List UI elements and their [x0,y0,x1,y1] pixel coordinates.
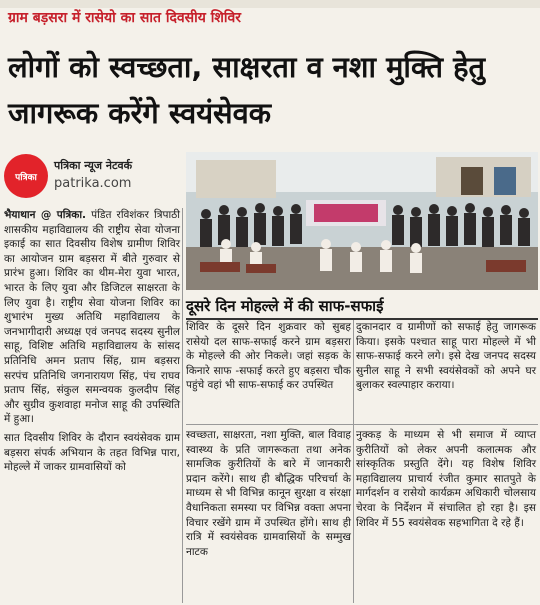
article-column-2-bottom: स्वच्छता, साक्षरता, नशा मुक्ति, बाल विवाह स्वास्थ्य के प्रति जागरूकता तथा अनेक सामजिक कुरीतियों के बारे में जानकारी प्रदान करेंगे। साथ ही बौद्धिक परिचर्चा के माध्यम से भी विभिन्न कानून सुरक्षा व संरक्षा वैधानिकता समस्या पर विभिन्न वक्ता अपना विचार रखेंगे ग्राम में उपस्थित होंगे। साथ ही रात्रि में स्वयंसेवक ग्रामवासियों के सम्मुख नाटक [186,429,351,558]
article-paragraph: पंडित रविशंकर त्रिपाठी शासकीय महाविद्यालय की राष्ट्रीय सेवा योजना इकाई का सात दिवसीय विशेष ग्रामीण शिविर का आयोजन ग्राम बड़सरा में बीते गुरुवार से प्रारंभ हुआ। शिविर का थीम-मेरा युवा भारत, भारत के लिए युवा और डिजिटल साक्षरता के लिए युवा है। राष्ट्रीय सेवा योजना शिविर का शुभारंभ मुख्य अतिथि महाविद्यालय के जनभागीदारी अध्यक्ष एवं जनपद सदस्य सुनील साहू, विशिष्ट अतिथि महाविद्यालय के सांसद प्रतिनिधि अमन प्रताप सिंह, ग्राम बड़सरा सरपंच प्रतिनिधि जगनारायण सिंह, पंच राघव प्रताप सिंह, संकुल समन्वयक कुलदीप सिंह और सुग्रीव कुशवाहा मनोज साहू की उपस्थिति में हुआ। [4,209,180,426]
column-divider [182,208,183,603]
main-headline: लोगों को स्वच्छता, साक्षरता व नशा मुक्ति हेतु जागरूक करेंगे स्वयंसेवक [8,50,486,130]
patrika-url: patrika.com [54,176,132,191]
article-column-3-top: दुकानदार व ग्रामीणों को सफाई हेतु जागरूक किया। इसके पश्चात साहू पारा मोहल्ले में भी साफ-सफाई करने लगे। इसे देख जनपद सदस्य सुनील साहू ने सभी स्वयंसेवकों को अपने घर बुलाकर स्वल्पाहार कराया। [356,321,536,392]
photo-caption: दूसरे दिन मोहल्ले में की साफ-सफाई [186,296,538,320]
news-photo [186,152,538,290]
article-column-2-top: शिविर के दूसरे दिन शुक्रवार को सुबह रासेयो दल साफ-सफाई करने ग्राम बड़सरा के मोहल्ले की ओर निकले। जहां सड़क के किनारे साफ -सफाई करते हुए बड़सरा चौक पहुंचे वहां भी साफ-सफाई कर उपस्थित [186,321,351,392]
group-photo-illustration [186,152,538,290]
dateline: भैयाथान @ पत्रिका. [4,209,87,221]
patrika-logo-icon: पत्रिका [4,154,48,198]
patrika-brand [4,150,184,200]
page-top-strip [0,0,540,8]
kicker-headline: ग्राम बड़सरा में रासेयो का सात दिवसीय शिविर [8,10,242,26]
section-divider [186,424,538,425]
news-network-label: पत्रिका न्यूज नेटवर्क [54,159,133,172]
column-divider [353,320,354,603]
article-paragraph: सात दिवसीय शिविर के दौरान स्वयंसेवक ग्राम बड़सरा संपर्क अभियान के तहत विभिन्न पारा, मोहल्ले में जाकर ग्रामवासियों को [4,431,180,474]
article-column-3-bottom: नुक्कड़ के माध्यम से भी समाज में व्याप्त कुरीतियों को लेकर अपनी कलात्मक और सांस्कृतिक प्रस्तुति देंगे। यह विशेष शिविर महाविद्यालय प्राचार्य रंजीत कुमार सातपुते के मार्गदर्शन व रासेयो कार्यक्रम अधिकारी चोलसाय चेरवा के निर्देशन में संचालित हो रहा है। इस शिविर में 55 स्वयंसेवक सहभागिता दे रहे हैं। [356,429,536,529]
article-column-1 [4,208,180,475]
